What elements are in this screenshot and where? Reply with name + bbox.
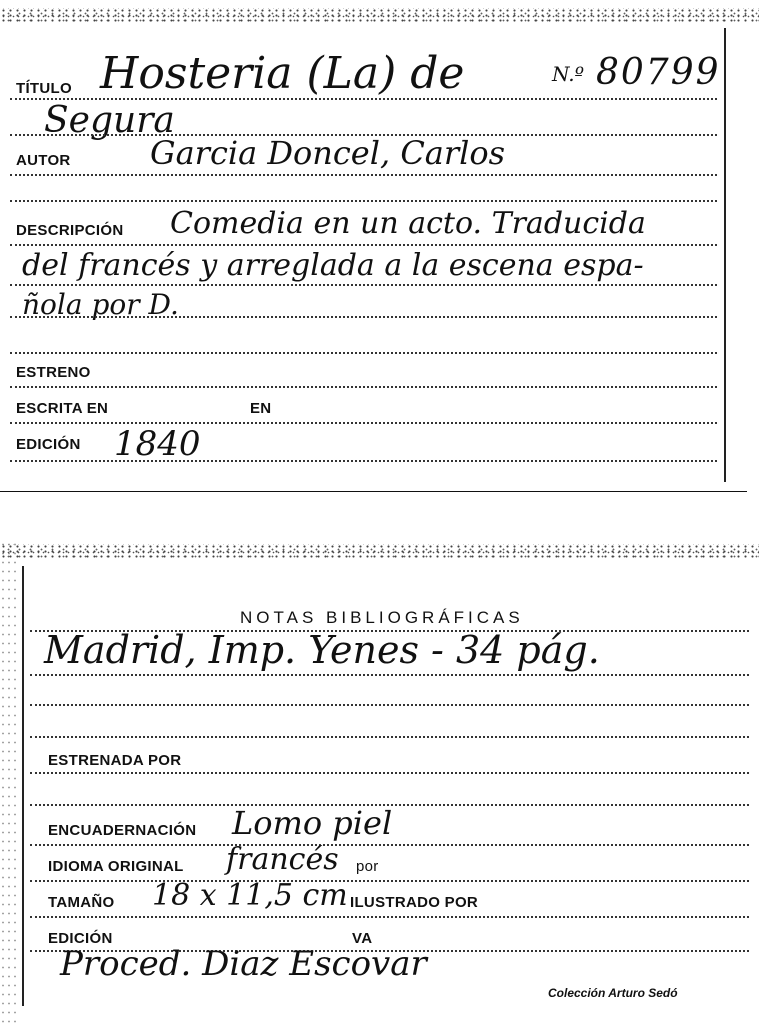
descripcion-dotted-line-1 (10, 244, 717, 246)
encuadernacion-label: ENCUADERNACIÓN (48, 822, 197, 839)
estreno-dotted-line (10, 386, 717, 388)
blank-dotted-line-2 (10, 352, 717, 354)
descripcion-dotted-line-3 (10, 316, 717, 318)
proced-value: Proced. Diaz Escovar (60, 944, 427, 984)
ilustrado-label: ILUSTRADO POR (350, 894, 479, 911)
left-border (22, 566, 24, 1006)
escrita-en-label: ESCRITA EN (16, 400, 109, 417)
titulo-value: Hosteria (La) de (100, 48, 465, 99)
left-edge-texture (0, 540, 18, 1028)
notas-value: Madrid, Imp. Yenes - 34 pág. (44, 628, 600, 672)
card-back (0, 540, 759, 1028)
edicion-label: EDICIÓN (16, 436, 81, 453)
descripcion-line2: del francés y arreglada a la escena espa- (22, 248, 644, 283)
en-label: EN (250, 400, 272, 417)
numero-label: N.º (552, 62, 584, 86)
titulo-label: TÍTULO (16, 80, 72, 97)
numero-value: 80799 (596, 52, 721, 93)
descripcion-line1: Comedia en un acto. Traducida (170, 206, 646, 241)
top-edge-texture (0, 8, 759, 24)
idioma-value: francés (226, 842, 339, 877)
autor-label: AUTOR (16, 152, 71, 169)
edicion-value: 1840 (114, 424, 201, 464)
bottom-border (0, 491, 747, 492)
coleccion-credit: Colección Arturo Sedó (548, 986, 678, 1000)
descripcion-label: DESCRIPCIÓN (16, 222, 124, 239)
edicion-dotted-line (10, 460, 717, 462)
tamano-value: 18 x 11,5 cm (152, 878, 348, 913)
blank-dotted-line (10, 200, 717, 202)
idioma-dotted-line (30, 880, 749, 882)
card-front (0, 0, 759, 496)
estrenada-dotted-line (30, 772, 749, 774)
tamano-label: TAMAÑO (48, 894, 115, 911)
notas-dotted-line-1 (30, 674, 749, 676)
descripcion-dotted-line-2 (10, 284, 717, 286)
notas-heading: NOTAS BIBLIOGRÁFICAS (240, 608, 524, 627)
right-border (724, 28, 726, 482)
por-label: por (356, 858, 379, 875)
autor-value: Garcia Doncel, Carlos (150, 134, 506, 172)
edicion-back-label: EDICIÓN (48, 930, 113, 947)
estreno-label: ESTRENO (16, 364, 91, 381)
descripcion-line3: ñola por D. (22, 288, 179, 321)
encuadernacion-dotted-line (30, 844, 749, 846)
estrenada-por-label: ESTRENADA POR (48, 752, 182, 769)
tamano-dotted-line (30, 916, 749, 918)
autor-dotted-line (10, 174, 717, 176)
idioma-label: IDIOMA ORIGINAL (48, 858, 184, 875)
notas-dotted-line-3 (30, 736, 749, 738)
top-edge-texture-back (0, 544, 759, 560)
titulo-value-line2: Segura (44, 100, 175, 141)
va-label: VA (352, 930, 373, 947)
notas-dotted-line-2 (30, 704, 749, 706)
encuadernacion-value: Lomo piel (232, 804, 393, 842)
